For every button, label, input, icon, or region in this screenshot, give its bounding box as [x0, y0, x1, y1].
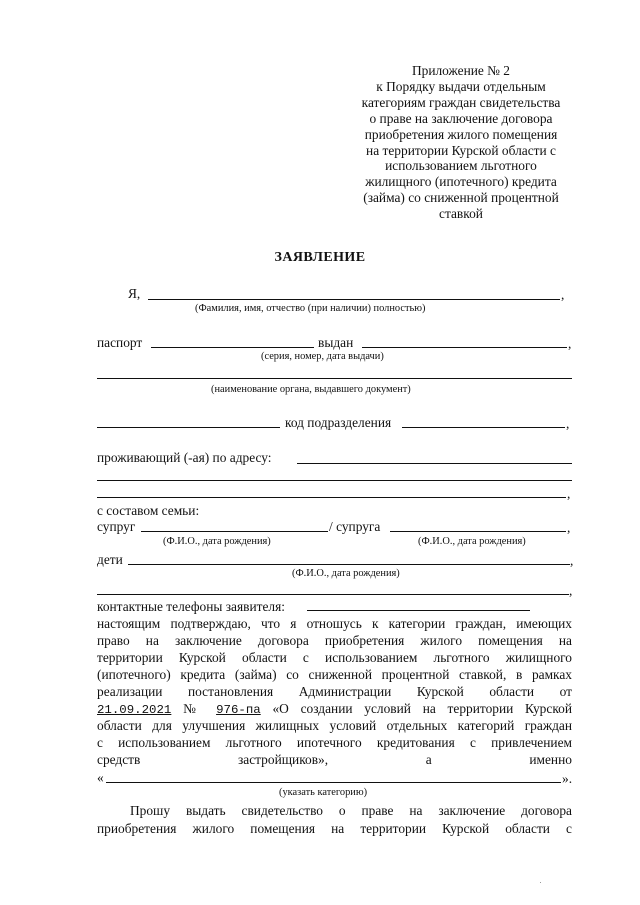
address-label: проживающий (-ая) по адресу:: [97, 450, 272, 465]
husband-label: супруг: [97, 519, 136, 534]
comma: ,: [569, 583, 573, 598]
children-field-2[interactable]: [97, 594, 569, 595]
comma: ,: [566, 416, 570, 431]
appendix-line: категориям граждан свидетельства: [361, 94, 561, 110]
body-line: (ипотечного) кредита (займа) со сниженной процентной ставкой, в рамках: [97, 667, 572, 682]
passport-label: паспорт: [97, 335, 143, 350]
comma: ,: [567, 486, 571, 501]
address-field-2[interactable]: [97, 480, 572, 481]
wife-hint: (Ф.И.О., дата рождения): [418, 536, 526, 547]
body-line: территории Курской области с использованием льготного жилищного: [97, 650, 572, 665]
division-code-extra-field[interactable]: [402, 427, 565, 428]
appendix-line: о праве на заключение договора: [369, 110, 553, 126]
comma: ,: [568, 336, 572, 351]
wife-label: / супруга: [329, 519, 381, 534]
category-field[interactable]: [106, 782, 561, 783]
decree-date: 21.09.2021: [97, 703, 172, 717]
appendix-line: (займа) со сниженной процентной: [363, 190, 559, 206]
request-line: Прошу выдать свидетельство о праве на заключение договора: [130, 803, 572, 818]
appendix-line: на территории Курской области с: [366, 142, 556, 158]
issued-label: выдан: [318, 335, 354, 350]
body-line: настоящим подтверждаю, что я отношусь к категории граждан, имеющих: [97, 616, 572, 631]
quote-close: ».: [562, 771, 573, 786]
org-hint: (наименование органа, выдавшего документ): [211, 384, 411, 395]
family-label: с составом семьи:: [97, 503, 200, 518]
scan-speck: [540, 882, 541, 883]
document-title: ЗАЯВЛЕНИЕ: [274, 250, 366, 265]
category-hint: (указать категорию): [279, 787, 368, 798]
passport-hint: (серия, номер, дата выдачи): [261, 351, 384, 362]
children-label: дети: [97, 552, 123, 567]
address-field-3[interactable]: [97, 497, 566, 498]
comma: ,: [567, 520, 571, 535]
appendix-line: приобретения жилого помещения: [364, 126, 558, 142]
quote-open: «: [97, 770, 104, 785]
children-field[interactable]: [128, 564, 570, 565]
appendix-line: Приложение № 2: [411, 63, 511, 78]
division-code-field[interactable]: [97, 427, 280, 428]
issuing-org-field[interactable]: [97, 378, 572, 379]
appendix-header: [340, 63, 582, 222]
address-field[interactable]: [297, 463, 572, 464]
decree-number: 976-па: [216, 703, 261, 717]
husband-hint: (Ф.И.О., дата рождения): [163, 536, 271, 547]
passport-field[interactable]: [151, 347, 314, 348]
appendix-line: использованием льготного: [385, 158, 537, 174]
body-line: право на заключение договора приобретения жилого помещения на: [97, 633, 572, 648]
body-line-decree: 21.09.2021 № 976-па «О создании условий на территории Курской: [97, 701, 573, 717]
phones-field[interactable]: [307, 610, 530, 611]
body-line: с использованием льготного ипотечного кредитования с привлечением: [97, 735, 572, 750]
phones-label: контактные телефоны заявителя:: [97, 599, 285, 614]
request-line: приобретения жилого помещения на территории Курской области с: [97, 821, 572, 836]
appendix-line: жилищного (ипотечного) кредита: [365, 174, 557, 190]
husband-field[interactable]: [141, 531, 328, 532]
fio-hint: (Фамилия, имя, отчество (при наличии) полностью): [195, 303, 426, 314]
appendix-line: к Порядку выдачи отдельным: [376, 78, 546, 94]
body-line: реализации постановления Администрации Курской области от: [97, 684, 572, 699]
children-hint: (Ф.И.О., дата рождения): [292, 568, 400, 579]
comma: ,: [570, 553, 574, 568]
ya-label: Я,: [128, 286, 141, 301]
division-code-label: код подразделения: [285, 415, 392, 430]
wife-field[interactable]: [390, 531, 566, 532]
appendix-line: ставкой: [439, 206, 483, 222]
issued-field[interactable]: [362, 347, 567, 348]
body-line: средств застройщиков», а именно: [97, 752, 572, 767]
comma: ,: [561, 287, 565, 302]
fio-field[interactable]: [148, 299, 560, 300]
body-line: области для улучшения жилищных условий отдельных категорий граждан: [97, 718, 572, 733]
